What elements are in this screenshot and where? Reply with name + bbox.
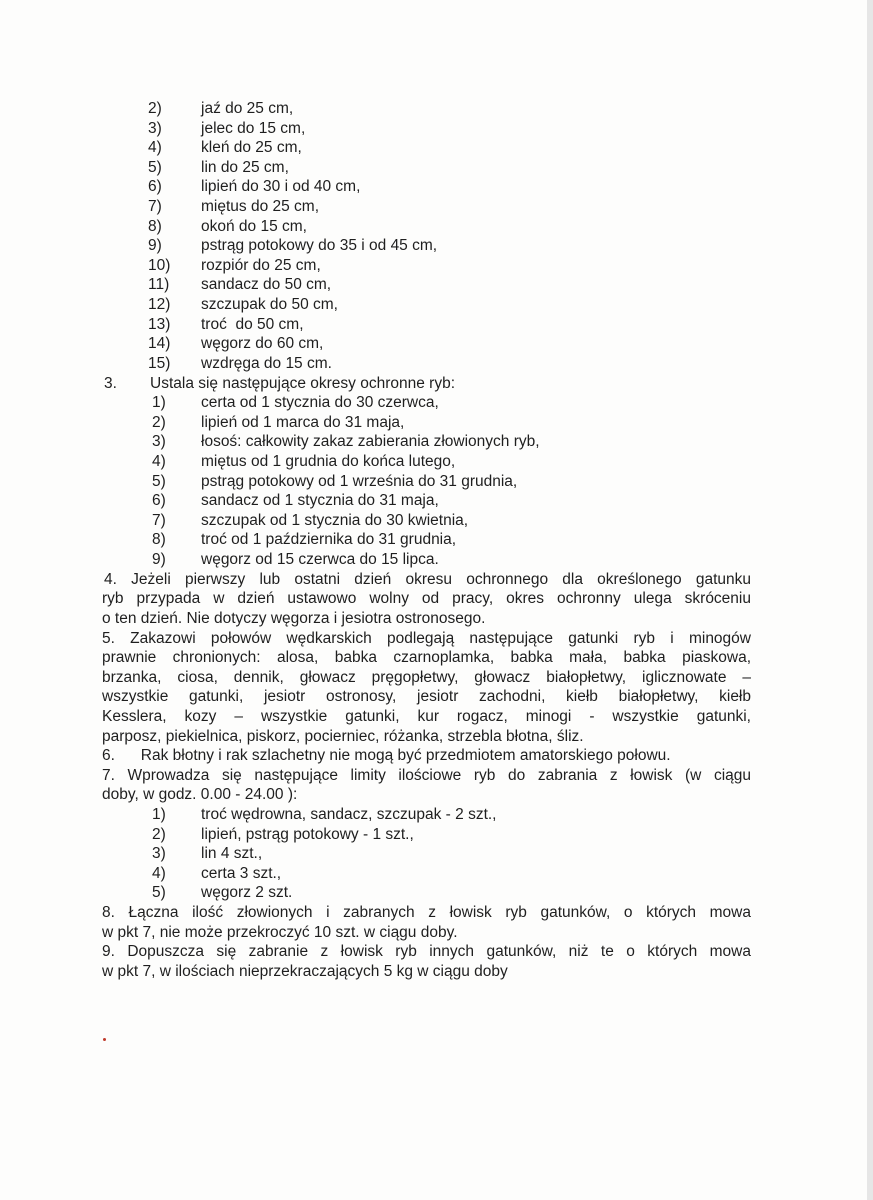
list-item-number: 14) [148, 335, 171, 352]
list-item-number: 3) [148, 120, 162, 137]
list-item-text: rozpiór do 25 cm, [201, 257, 321, 274]
paragraph-line: 4. Jeżeli pierwszy lub ostatni dzień okresu ochronnego dla określonego gatunku [104, 571, 751, 588]
list-item-number: 1) [152, 394, 166, 411]
list-item-text: troć od 1 października do 31 grudnia, [201, 531, 457, 548]
paragraph-text: Ustala się następujące okresy ochronne ryb: [150, 375, 455, 392]
list-item-number: 7) [152, 512, 166, 529]
paragraph-line: prawnie chronionych: alosa, babka czarnoplamka, babka mała, babka piaskowa, [102, 649, 751, 666]
paragraph-line: Kesslera, kozy – wszystkie gatunki, kur rogacz, minogi - wszystkie gatunki, [102, 708, 751, 725]
list-item-number: 3) [152, 433, 166, 450]
paragraph-line: doby, w godz. 0.00 - 24.00 ): [102, 786, 298, 803]
list-item-text: węgorz do 60 cm, [201, 335, 324, 352]
list-item-number: 6) [148, 178, 162, 195]
list-item-number: 8) [152, 531, 166, 548]
paragraph-line: w pkt 7, nie może przekroczyć 10 szt. w ciągu doby. [102, 924, 458, 941]
list-item-text: jelec do 15 cm, [201, 120, 306, 137]
list-item-number: 2) [152, 826, 166, 843]
list-item-text: miętus od 1 grudnia do końca lutego, [201, 453, 456, 470]
list-item-number: 3) [152, 845, 166, 862]
list-item-number: 1) [152, 806, 166, 823]
list-item-text: szczupak do 50 cm, [201, 296, 338, 313]
list-item-text: certa 3 szt., [201, 865, 282, 882]
list-item-number: 7) [148, 198, 162, 215]
list-item-text: jaź do 25 cm, [201, 100, 294, 117]
list-item-number: 2) [148, 100, 162, 117]
list-item-number: 9) [148, 237, 162, 254]
list-item-number: 10) [148, 257, 171, 274]
list-item-text: troć do 50 cm, [201, 316, 304, 333]
list-item-text: certa od 1 stycznia do 30 czerwca, [201, 394, 439, 411]
paragraph-6: 6. Rak błotny i rak szlachetny nie mogą być przedmiotem amatorskiego połowu. [102, 747, 671, 764]
list-item-number: 5) [148, 159, 162, 176]
list-item-text: lipień, pstrąg potokowy - 1 szt., [201, 826, 414, 843]
list-item-text: pstrąg potokowy do 35 i od 45 cm, [201, 237, 438, 254]
list-item-text: troć wędrowna, sandacz, szczupak - 2 szt., [201, 806, 497, 823]
list-item-number: 11) [148, 276, 170, 293]
list-item-number: 6) [152, 492, 166, 509]
list-item-text: szczupak od 1 stycznia do 30 kwietnia, [201, 512, 469, 529]
paragraph-line: w pkt 7, w ilościach nieprzekraczających 5 kg w ciągu doby [102, 963, 508, 980]
paragraph-number: 3. [104, 375, 117, 392]
list-item-text: miętus do 25 cm, [201, 198, 320, 215]
paragraph-line: brzanka, ciosa, dennik, głowacz pręgopłetwy, głowacz białopłetwy, iglicznowate – [102, 669, 751, 686]
list-item-text: kleń do 25 cm, [201, 139, 302, 156]
paragraph-line: wszystkie gatunki, jesiotr ostronosy, jesiotr zachodni, kiełb białopłetwy, kiełb [102, 688, 751, 705]
paragraph-line: o ten dzień. Nie dotyczy węgorza i jesiotra ostronosego. [102, 610, 486, 627]
list-item-number: 5) [152, 884, 166, 901]
list-item-number: 9) [152, 551, 166, 568]
list-item-text: pstrąg potokowy od 1 września do 31 grudnia, [201, 473, 518, 490]
list-item-number: 2) [152, 414, 166, 431]
list-item-text: łosoś: całkowity zakaz zabierania złowionych ryb, [201, 433, 540, 450]
list-item-number: 15) [148, 355, 171, 372]
list-item-text: lin 4 szt., [201, 845, 263, 862]
list-item-number: 13) [148, 316, 171, 333]
list-item-number: 4) [152, 453, 166, 470]
list-item-text: lipień od 1 marca do 31 maja, [201, 414, 405, 431]
list-item-number: 5) [152, 473, 166, 490]
list-item-text: sandacz od 1 stycznia do 31 maja, [201, 492, 439, 509]
list-item-text: lipień do 30 i od 40 cm, [201, 178, 361, 195]
paragraph-line: 9. Dopuszcza się zabranie z łowisk ryb innych gatunków, niż te o których mowa [102, 943, 751, 960]
list-item-text: okoń do 15 cm, [201, 218, 307, 235]
list-item-number: 4) [152, 865, 166, 882]
paragraph-line: 8. Łączna ilość złowionych i zabranych z łowisk ryb gatunków, o których mowa [102, 904, 751, 921]
list-item-number: 8) [148, 218, 162, 235]
scan-dot-mark [103, 1038, 106, 1041]
list-item-number: 4) [148, 139, 162, 156]
paragraph-line: 5. Zakazowi połowów wędkarskich podlegają następujące gatunki ryb i minogów [102, 630, 751, 647]
list-item-number: 12) [148, 296, 171, 313]
paragraph-line: parposz, piekielnica, piskorz, pocierniec, różanka, strzebla błotna, śliz. [102, 728, 584, 745]
list-item-text: lin do 25 cm, [201, 159, 289, 176]
paragraph-line: 7. Wprowadza się następujące limity ilościowe ryb do zabrania z łowisk (w ciągu [102, 767, 751, 784]
paragraph-line: ryb przypada w dzień ustawowo wolny od pracy, okres ochronny ulega skróceniu [102, 590, 751, 607]
list-item-text: wzdręga do 15 cm. [201, 355, 332, 372]
list-item-text: węgorz od 15 czerwca do 15 lipca. [201, 551, 439, 568]
list-item-text: sandacz do 50 cm, [201, 276, 332, 293]
list-item-text: węgorz 2 szt. [201, 884, 293, 901]
